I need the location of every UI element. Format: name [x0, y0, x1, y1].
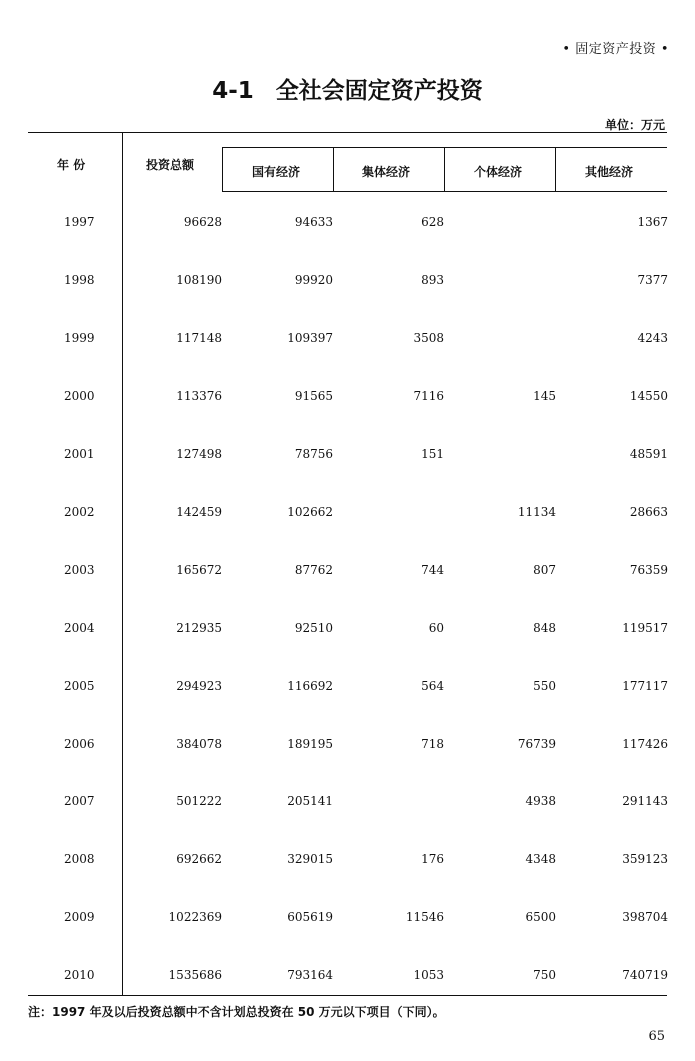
cell-individual: 145: [533, 389, 556, 403]
cell-state: 605619: [287, 910, 333, 924]
page-number: 65: [648, 1029, 665, 1044]
header-year: 年 份: [57, 158, 86, 172]
cell-year: 2006: [64, 737, 95, 751]
cell-other: 117426: [622, 737, 668, 751]
cell-other: 359123: [622, 852, 668, 866]
cell-total: 501222: [176, 794, 222, 808]
cell-other: 1367: [637, 215, 668, 229]
header-total: 投资总额: [146, 158, 195, 172]
cell-total: 108190: [176, 273, 222, 287]
cell-state: 329015: [287, 852, 333, 866]
cell-collective: 744: [421, 563, 444, 577]
cell-year: 2005: [64, 679, 95, 693]
table-row: [28, 852, 668, 872]
table-title-text: 全社会固定资产投资: [275, 78, 483, 104]
cell-collective: 60: [428, 621, 444, 635]
cell-total: 692662: [176, 852, 222, 866]
cell-collective: 176: [421, 852, 444, 866]
cell-individual: 550: [533, 679, 556, 693]
subheader-separator: [222, 147, 223, 191]
cell-other: 740719: [622, 968, 668, 982]
cell-total: 294923: [176, 679, 222, 693]
table-row: [28, 447, 668, 467]
cell-total: 142459: [176, 505, 222, 519]
cell-year: 2004: [64, 621, 95, 635]
header-state: 国有经济: [252, 165, 301, 179]
table-bottom-rule: [28, 995, 667, 996]
cell-other: 4243: [637, 331, 668, 345]
cell-individual: 4348: [525, 852, 556, 866]
unit-label: 单位：万元: [604, 118, 665, 132]
cell-other: 291143: [622, 794, 668, 808]
cell-collective: 718: [421, 737, 444, 751]
cell-other: 398704: [622, 910, 668, 924]
cell-individual: 750: [533, 968, 556, 982]
cell-total: 1535686: [168, 968, 222, 982]
cell-year: 2000: [64, 389, 95, 403]
cell-collective: 1053: [413, 968, 444, 982]
table-row: [28, 679, 668, 699]
cell-state: 116692: [287, 679, 333, 693]
cell-individual: 11134: [517, 505, 556, 519]
table-row: [28, 737, 668, 757]
subheader-separator: [444, 147, 445, 191]
table-row: [28, 273, 668, 293]
cell-state: 92510: [294, 621, 333, 635]
cell-collective: 3508: [413, 331, 444, 345]
cell-state: 205141: [287, 794, 333, 808]
cell-other: 14550: [629, 389, 668, 403]
cell-year: 2001: [64, 447, 95, 461]
cell-other: 28663: [629, 505, 668, 519]
table-top-rule: [28, 132, 667, 133]
cell-collective: 151: [421, 447, 444, 461]
cell-state: 189195: [287, 737, 333, 751]
cell-state: 102662: [287, 505, 333, 519]
cell-year: 2008: [64, 852, 95, 866]
cell-total: 96628: [183, 215, 222, 229]
cell-state: 94633: [294, 215, 333, 229]
cell-total: 384078: [176, 737, 222, 751]
cell-collective: 893: [421, 273, 444, 287]
cell-other: 177117: [622, 679, 668, 693]
cell-total: 127498: [176, 447, 222, 461]
cell-year: 2009: [64, 910, 95, 924]
subheader-separator: [333, 147, 334, 191]
cell-collective: 11546: [405, 910, 444, 924]
cell-state: 87762: [294, 563, 333, 577]
cell-total: 113376: [176, 389, 222, 403]
cell-other: 119517: [622, 621, 668, 635]
header-individual: 个体经济: [474, 165, 523, 179]
cell-other: 7377: [637, 273, 668, 287]
cell-year: 2003: [64, 563, 95, 577]
subheader-separator: [555, 147, 556, 191]
cell-total: 212935: [176, 621, 222, 635]
table-row: [28, 968, 668, 988]
cell-year: 1998: [64, 273, 95, 287]
cell-individual: 848: [533, 621, 556, 635]
cell-state: 109397: [287, 331, 333, 345]
cell-other: 76359: [629, 563, 668, 577]
table-title: [0, 72, 695, 105]
cell-state: 793164: [287, 968, 333, 982]
cell-year: 2007: [64, 794, 95, 808]
cell-total: 117148: [176, 331, 222, 345]
cell-state: 99920: [294, 273, 333, 287]
table-row: [28, 621, 668, 641]
footnote: 注：1997 年及以后投资总额中不含计划总投资在 50 万元以下项目（下同）。: [28, 1005, 445, 1019]
table-row: [28, 331, 668, 351]
cell-year: 2002: [64, 505, 95, 519]
cell-individual: 807: [533, 563, 556, 577]
cell-collective: 564: [421, 679, 444, 693]
header-collective: 集体经济: [362, 165, 411, 179]
table-row: [28, 910, 668, 930]
cell-state: 91565: [294, 389, 333, 403]
table-row: [28, 505, 668, 525]
cell-total: 1022369: [168, 910, 222, 924]
cell-year: 2010: [64, 968, 95, 982]
header-other: 其他经济: [585, 165, 634, 179]
cell-individual: 4938: [525, 794, 556, 808]
cell-collective: 7116: [413, 389, 444, 403]
cell-other: 48591: [629, 447, 668, 461]
cell-year: 1999: [64, 331, 95, 345]
cell-individual: 76739: [517, 737, 556, 751]
cell-state: 78756: [294, 447, 333, 461]
table-row: [28, 215, 668, 235]
cell-collective: 628: [421, 215, 444, 229]
cell-individual: 6500: [525, 910, 556, 924]
table-number: 4-1: [212, 78, 254, 104]
cell-year: 1997: [64, 215, 95, 229]
running-head: • 固定资产投资 •: [562, 42, 669, 57]
table-row: [28, 389, 668, 409]
table-row: [28, 563, 668, 583]
cell-total: 165672: [176, 563, 222, 577]
table-row: [28, 794, 668, 814]
